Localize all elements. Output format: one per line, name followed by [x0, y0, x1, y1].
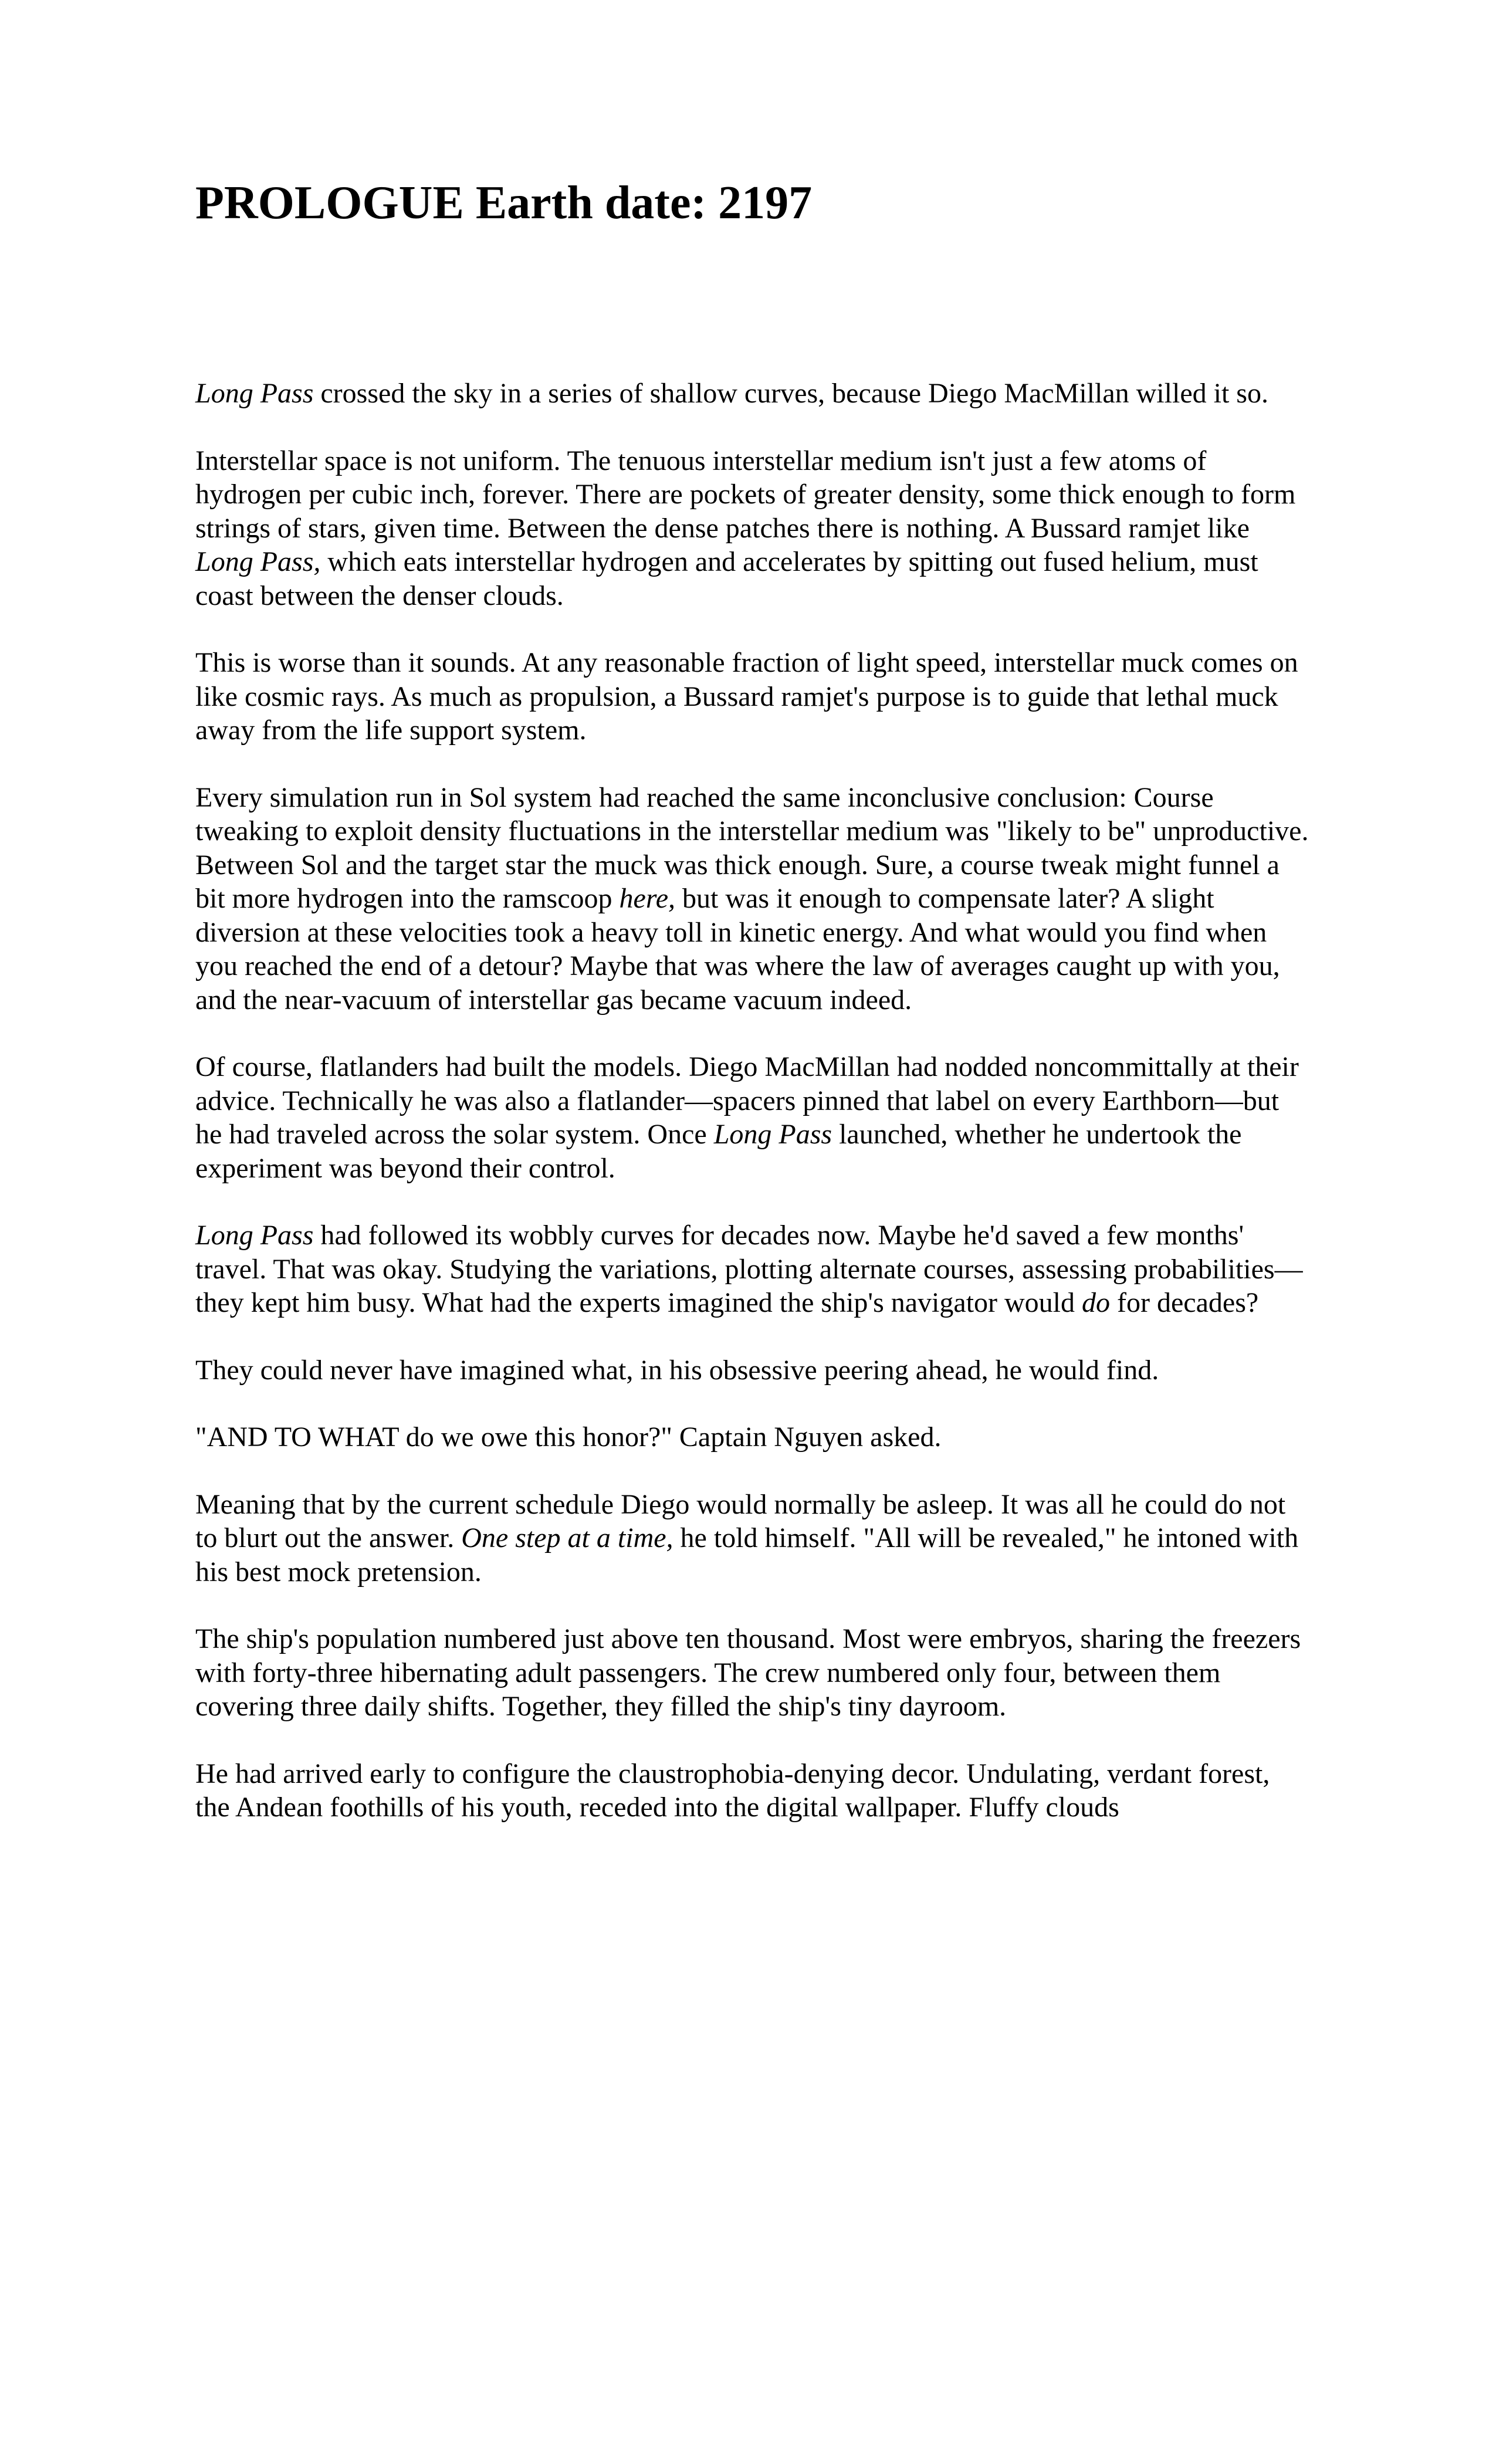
text-run: Long Pass	[713, 1119, 832, 1150]
text-run: Meaning that by the current schedule Diego would normally be asleep. It was all he could do not to blurt out the answer.	[195, 1488, 1286, 1553]
text-run: One step at a time,	[461, 1522, 673, 1553]
text-run: crossed the sky in a series of shallow curves, because Diego MacMillan willed it so.	[313, 378, 1268, 409]
text-run: do	[1082, 1287, 1111, 1318]
text-run: Every simulation run in Sol system had reached the same inconclusive conclusion: Course tweaking to exploit density fluctuations in the interstellar medium was "likely to be" unproductive. Between Sol and the target star the muck was thick enough. Sure, a course tweak might funnel a bit more hydrogen into the ramscoop	[195, 781, 1309, 914]
paragraph-2	[195, 444, 1310, 613]
text-run: for decades?	[1110, 1287, 1259, 1318]
text-run: Long Pass	[195, 378, 314, 409]
text-run: Long Pass,	[195, 546, 321, 577]
text-run: had followed its wobbly curves for decades now. Maybe he'd saved a few months' travel. That was okay. Studying the variations, plotting alternate courses, assessing probabilities—they kept him busy. What had the experts imagined the ship's navigator would	[195, 1220, 1303, 1318]
text-run: but was it enough to compensate later? A slight diversion at these velocities took a heavy toll in kinetic energy. And what would you find when you reached the end of a detour? Maybe that was where the law of averages caught up with you, and the near-vacuum of interstellar gas became vacuum indeed.	[195, 883, 1280, 1016]
paragraph-4	[195, 781, 1310, 1017]
text-run: Interstellar space is not uniform. The tenuous interstellar medium isn't just a few atoms of hydrogen per cubic inch, forever. There are pockets of greater density, some thick enough to form strings of stars, given time. Between the dense patches there is nothing. A Bussard ramjet like	[195, 445, 1296, 544]
paragraph-10	[195, 1622, 1310, 1724]
paragraph-11	[195, 1757, 1310, 1825]
text-run: "AND TO WHAT do we owe this honor?" Captain Nguyen asked.	[195, 1421, 942, 1453]
text-run: Of course, flatlanders had built the models. Diego MacMillan had nodded noncommittally at their advice. Technically he was also a flatlander—spacers pinned that label on every Earthborn—but he had traveled across the solar system. Once	[195, 1051, 1299, 1150]
paragraph-3	[195, 646, 1310, 747]
text-run: They could never have imagined what, in his obsessive peering ahead, he would find.	[195, 1354, 1159, 1386]
text-run: he told himself. "All will be revealed," he intoned with his best mock pretension.	[195, 1522, 1299, 1588]
paragraph-9	[195, 1488, 1310, 1589]
text-run: launched, whether he undertook the experiment was beyond their control.	[195, 1119, 1242, 1184]
paragraph-6	[195, 1219, 1310, 1320]
text-run: here,	[619, 883, 676, 914]
paragraph-7	[195, 1353, 1310, 1387]
chapter-title: PROLOGUE Earth date: 2197	[195, 177, 813, 229]
text-run: He had arrived early to configure the claustrophobia-denying decor. Undulating, verdant forest, the Andean foothills of his youth, receded into the digital wallpaper. Fluffy clouds	[195, 1758, 1270, 1823]
paragraph-1	[195, 377, 1310, 411]
paragraph-8	[195, 1420, 1310, 1454]
text-run: Long Pass	[195, 1220, 314, 1251]
document-page	[195, 176, 1310, 1858]
paragraph-5	[195, 1050, 1310, 1185]
text-run: This is worse than it sounds. At any reasonable fraction of light speed, interstellar muck comes on like cosmic rays. As much as propulsion, a Bussard ramjet's purpose is to guide that lethal muck away from the life support system.	[195, 647, 1298, 746]
text-run: which eats interstellar hydrogen and accelerates by spitting out fused helium, must coast between the denser clouds.	[195, 546, 1258, 611]
text-run: The ship's population numbered just above ten thousand. Most were embryos, sharing the freezers with forty-three hibernating adult passengers. The crew numbered only four, between them covering three daily shifts. Together, they filled the ship's tiny dayroom.	[195, 1623, 1301, 1722]
